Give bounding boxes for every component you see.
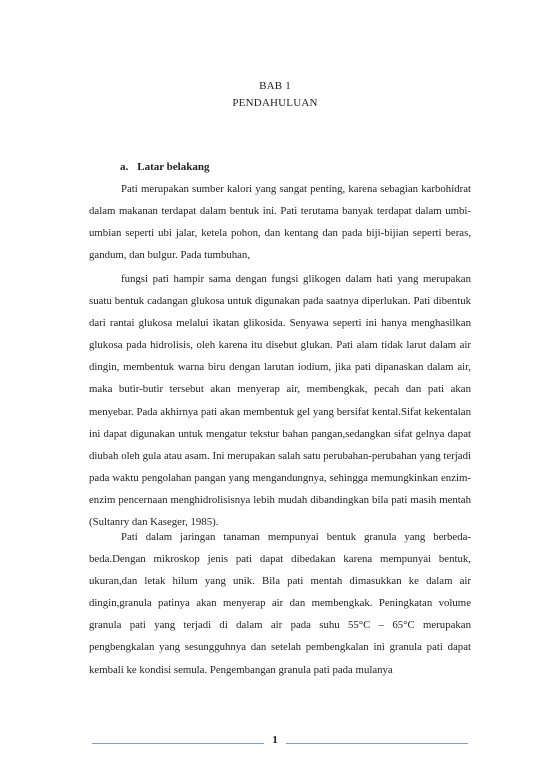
page-number: 1: [272, 734, 278, 746]
paragraph-3: Pati dalam jaringan tanaman mempunyai bentuk granula yang berbeda-beda.Dengan mikroskop jenis pati dapat dibedakan karena mempunyai bentuk, ukuran,dan letak hilum yang unik. Bila pati mentah dimasukkan ke dalam air dingin,granula patinya akan menyerap air dan membengkak. Peningkatan volume granula pati yang terjadi di dalam air pada suhu 55°C – 65°C merupakan pengbengkalan yang sesungguhnya dan setelah pembengkalan ini granula pati dapat kembali ke kondisi semula. Pengembangan granula pati pada mulanya: [89, 531, 471, 676]
paragraph-2: fungsi pati hampir sama dengan fungsi glikogen dalam hati yang merupakan suatu bentuk cadangan glukosa untuk digunakan pada saatnya diperlukan. Pati dibentuk dari rantai glukosa melalui ikatan glikosida. Senyawa seperti ini hanya menghasilkan glukosa pada hidrolisis, oleh karena itu disebut glukan. Pati alam tidak larut dalam air dingin, membentuk warna biru dengan larutan iodium, jika pati dipanaskan dalam air, maka butir-butir tersebut akan menyerap air, membengkak, pecah dan pati akan menyebar. Pada akhirnya pati akan membentuk gel yang bersifat kental.Sifat kekentalan ini dapat digunakan untuk mengatur tekstur bahan pangan,sedangkan sifat gelnya dapat diubah oleh gula atau asam. Ini merupakan salah satu perubahan-perubahan yang terjadi pada waktu pengolahan pangan yang mengandungnya, sehingga memungkinkan enzim-enzim pencernaan menghidrolisisnya lebih mudah dibandingkan bila pati masih mentah (Sultanry dan Kaseger, 1985).: [89, 273, 471, 529]
section-marker: a.: [120, 161, 129, 173]
footer-rule-right: [286, 743, 468, 744]
paragraph-1: Pati merupakan sumber kalori yang sangat penting, karena sebagian karbohidrat dalam makanan terdapat dalam bentuk ini. Pati terutama banyak terdapat dalam umbi-umbian seperti ubi jalar, ketela pohon, dan kentang dan pada biji-bijian seperti beras, gandum, dan bulgur. Pada tumbuhan,: [89, 183, 471, 262]
footer-rule-left: [92, 743, 264, 744]
chapter-number: BAB 1: [259, 80, 291, 92]
chapter-title: PENDAHULUAN: [232, 97, 318, 109]
section-heading: [120, 161, 209, 173]
section-title: Latar belakang: [137, 161, 210, 173]
